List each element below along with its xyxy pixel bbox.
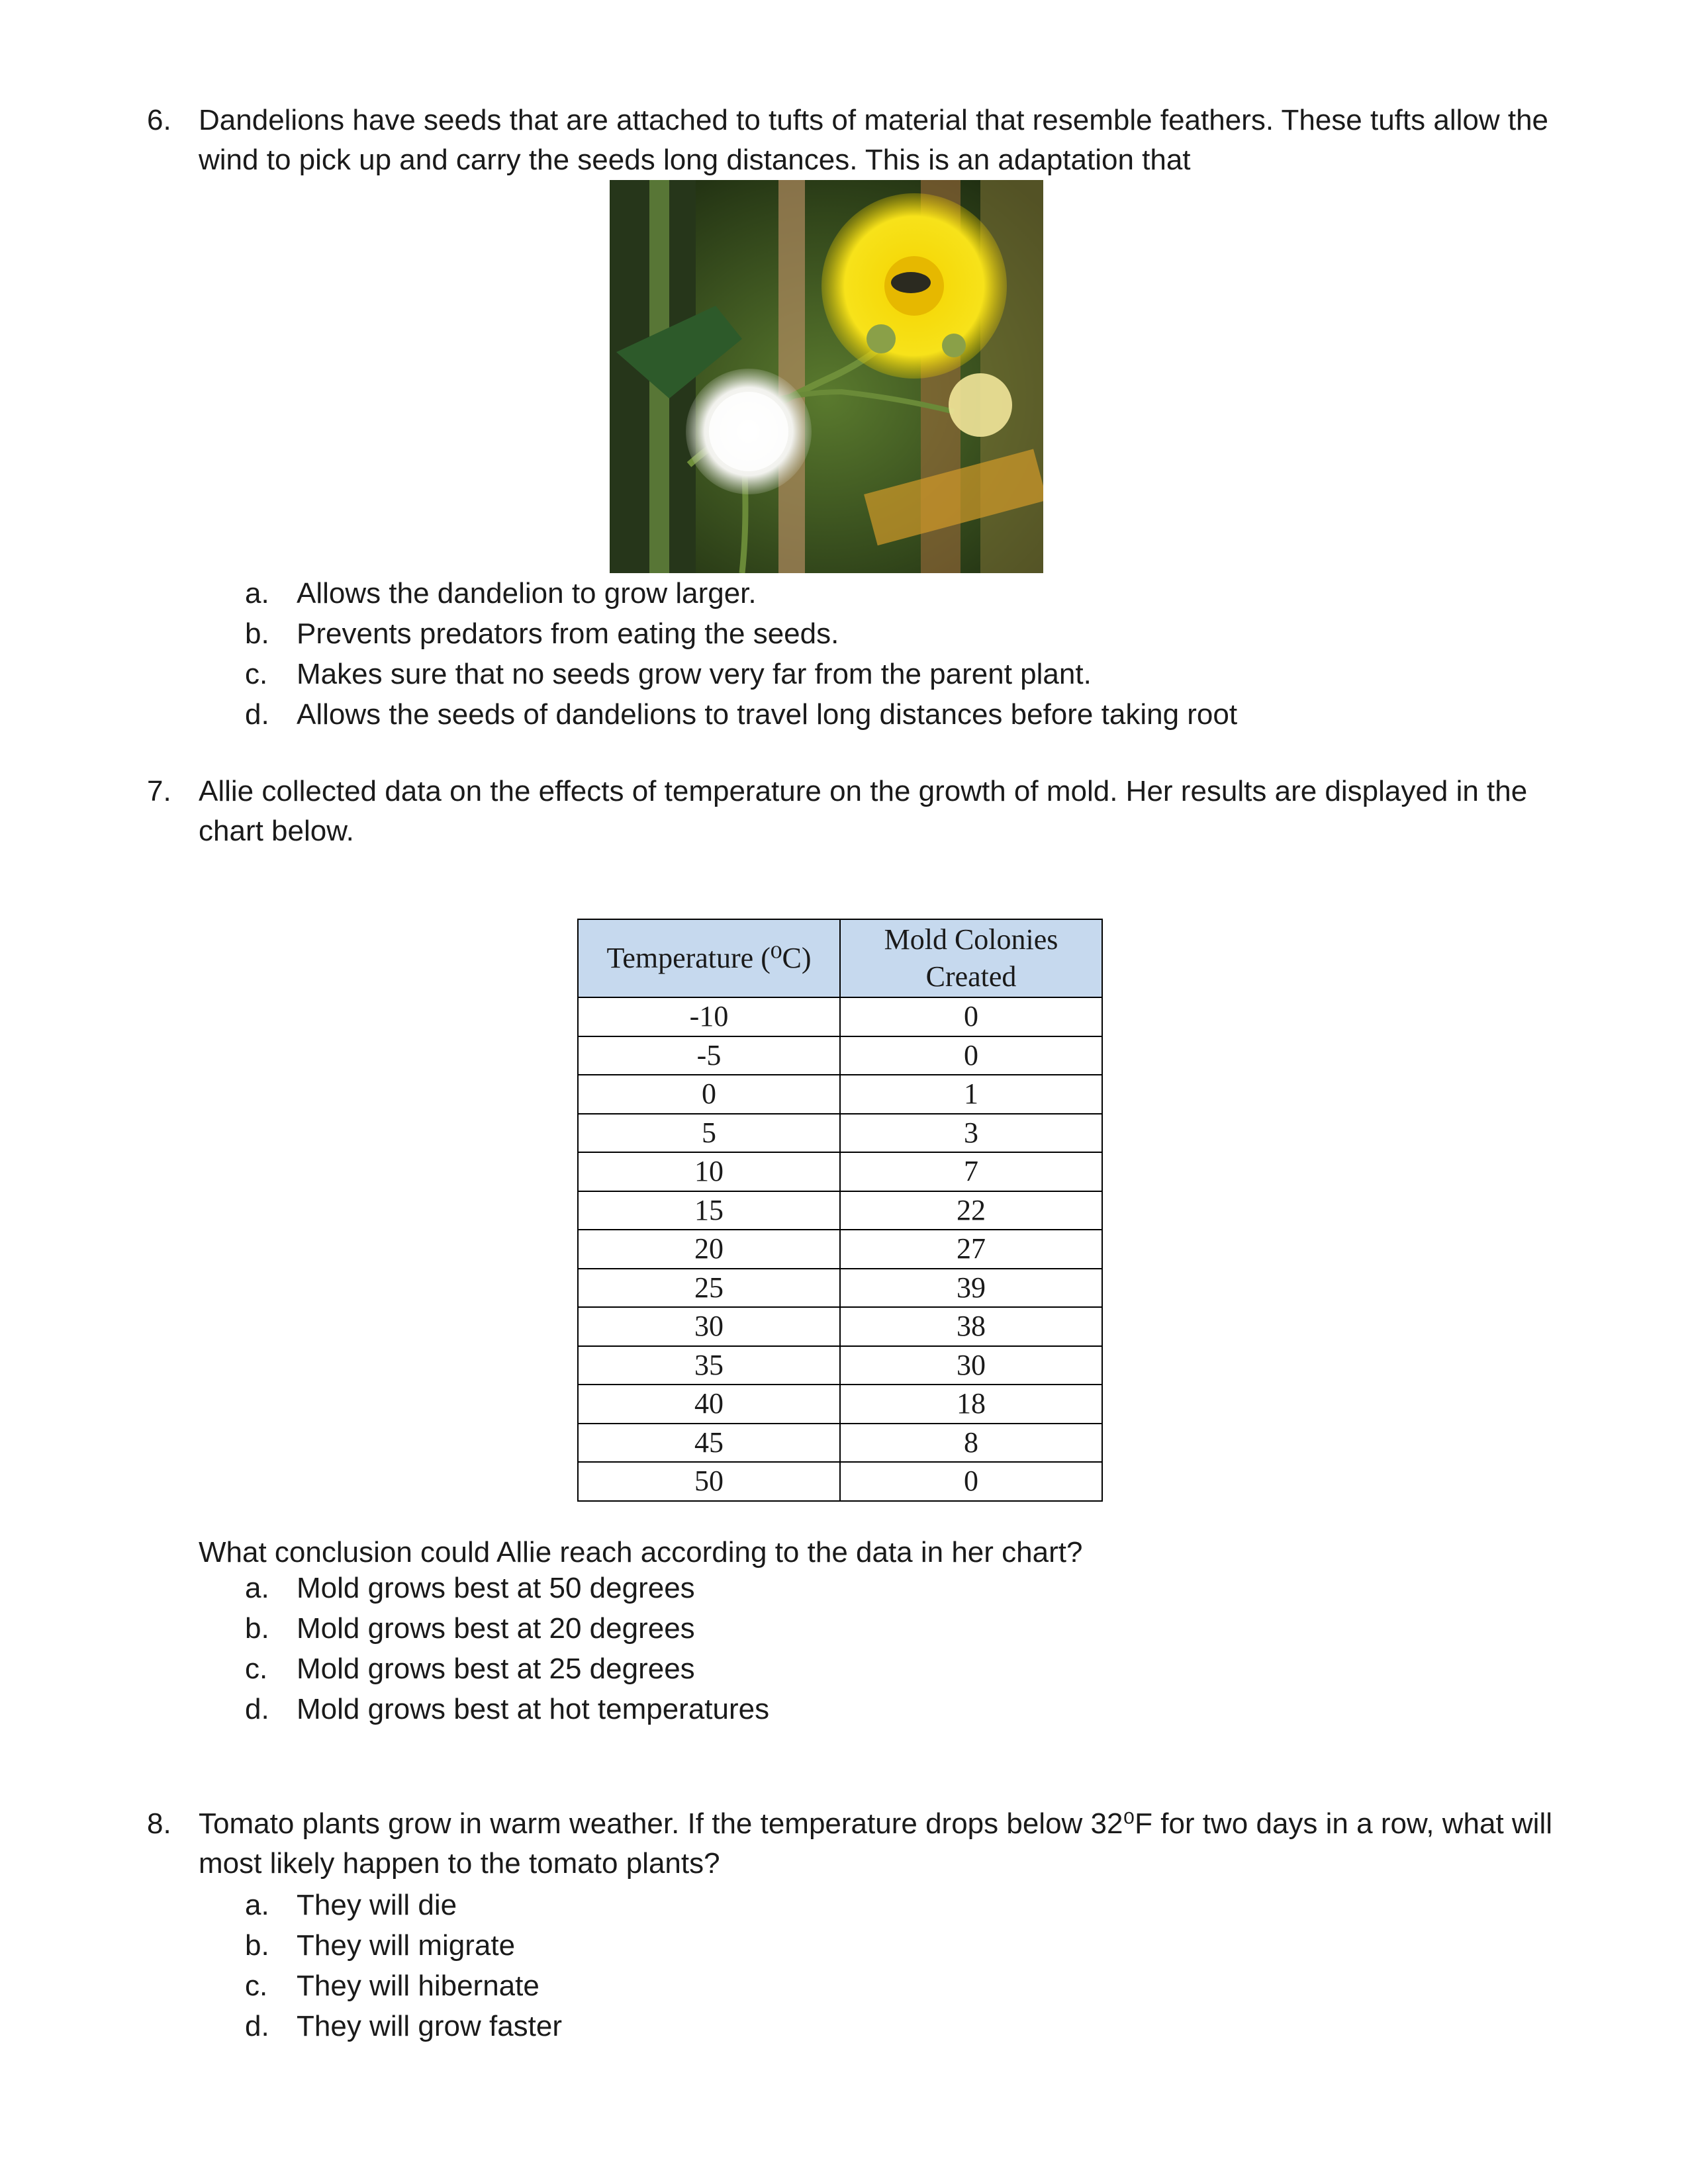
option-text: They will hibernate <box>297 1970 539 2002</box>
question-text: Dandelions have seeds that are attached to tufts of material that resemble feathers. These tufts allow the wind to pick up and carry the seeds long distances. This is an adaptation that <box>199 104 1549 176</box>
mold-colonies-cell: 0 <box>840 1462 1102 1501</box>
table-row <box>578 1307 1102 1346</box>
table-row <box>578 1075 1102 1114</box>
mold-colonies-cell: 30 <box>840 1346 1102 1385</box>
dandelion-photo <box>610 180 1043 573</box>
option-letter: c. <box>245 1970 268 2002</box>
table-row <box>578 1191 1102 1230</box>
table-row <box>578 1152 1102 1191</box>
option-text: They will migrate <box>297 1929 516 1962</box>
option-letter: d. <box>245 698 269 731</box>
mold-colonies-cell: 3 <box>840 1114 1102 1153</box>
temperature-cell: -10 <box>578 997 840 1036</box>
question-text: Tomato plants grow in warm weather. If the temperature drops below 32⁰F for two days in a row, what will most likely happen to the tomato plants? <box>199 1807 1553 1880</box>
conclusion-prompt: What conclusion could Allie reach according to the data in her chart? <box>199 1536 1083 1569</box>
question-8 <box>147 1804 1590 1884</box>
header-mold-colonies <box>840 919 1102 997</box>
option-text: They will die <box>297 1889 457 1921</box>
temperature-cell: 20 <box>578 1230 840 1269</box>
mold-colonies-cell: 1 <box>840 1075 1102 1114</box>
option-letter: b. <box>245 617 269 650</box>
table-row <box>578 1269 1102 1308</box>
header-mold-colonies-text: Mold Colonies Created <box>884 923 1058 993</box>
option-letter: a. <box>245 1889 269 1921</box>
table-header-row <box>578 919 1102 997</box>
option-letter: c. <box>245 658 268 690</box>
temperature-cell: 15 <box>578 1191 840 1230</box>
table-row <box>578 1230 1102 1269</box>
mold-colonies-cell: 8 <box>840 1424 1102 1463</box>
question-text: Allie collected data on the effects of temperature on the growth of mold. Her results are displayed in the chart below. <box>199 775 1528 847</box>
question-number: 6. <box>147 104 171 136</box>
option-text: Mold grows best at hot temperatures <box>297 1693 770 1725</box>
option-letter: b. <box>245 1929 269 1962</box>
question-7 <box>147 772 1590 851</box>
question-number: 7. <box>147 775 171 807</box>
mold-colonies-cell: 18 <box>840 1385 1102 1424</box>
dandelion-image <box>610 180 1043 573</box>
option-letter: b. <box>245 1612 269 1645</box>
temperature-cell: 0 <box>578 1075 840 1114</box>
question-6 <box>147 101 1590 180</box>
table-body <box>578 997 1102 1501</box>
temperature-cell: 40 <box>578 1385 840 1424</box>
table-row <box>578 1114 1102 1153</box>
mold-colonies-cell: 22 <box>840 1191 1102 1230</box>
option-text: They will grow faster <box>297 2010 563 2042</box>
mold-colonies-cell: 7 <box>840 1152 1102 1191</box>
option-letter: d. <box>245 1693 269 1725</box>
option-text: Allows the seeds of dandelions to travel long distances before taking root <box>297 698 1238 731</box>
temperature-cell: 45 <box>578 1424 840 1463</box>
table-row <box>578 1462 1102 1501</box>
mold-colonies-cell: 0 <box>840 1036 1102 1075</box>
table-row <box>578 1036 1102 1075</box>
table-row <box>578 1385 1102 1424</box>
mold-data-table <box>577 919 1103 1502</box>
option-text: Makes sure that no seeds grow very far from the parent plant. <box>297 658 1092 690</box>
question-number: 8. <box>147 1807 171 1840</box>
option-letter: c. <box>245 1653 268 1685</box>
option-text: Prevents predators from eating the seeds. <box>297 617 839 650</box>
temperature-cell: 10 <box>578 1152 840 1191</box>
mold-colonies-cell: 27 <box>840 1230 1102 1269</box>
option-text: Mold grows best at 50 degrees <box>297 1572 695 1604</box>
temperature-cell: 35 <box>578 1346 840 1385</box>
header-temperature: Temperature (⁰C) <box>578 919 840 997</box>
option-letter: d. <box>245 2010 269 2042</box>
mold-colonies-cell: 39 <box>840 1269 1102 1308</box>
option-text: Mold grows best at 25 degrees <box>297 1653 695 1685</box>
temperature-cell: 50 <box>578 1462 840 1501</box>
mold-colonies-cell: 38 <box>840 1307 1102 1346</box>
temperature-cell: -5 <box>578 1036 840 1075</box>
temperature-cell: 30 <box>578 1307 840 1346</box>
table-row <box>578 1424 1102 1463</box>
temperature-cell: 25 <box>578 1269 840 1308</box>
table-row <box>578 1346 1102 1385</box>
option-letter: a. <box>245 1572 269 1604</box>
table-row <box>578 997 1102 1036</box>
mold-colonies-cell: 0 <box>840 997 1102 1036</box>
temperature-cell: 5 <box>578 1114 840 1153</box>
option-text: Mold grows best at 20 degrees <box>297 1612 695 1645</box>
option-text: Allows the dandelion to grow larger. <box>297 577 757 610</box>
option-letter: a. <box>245 577 269 610</box>
